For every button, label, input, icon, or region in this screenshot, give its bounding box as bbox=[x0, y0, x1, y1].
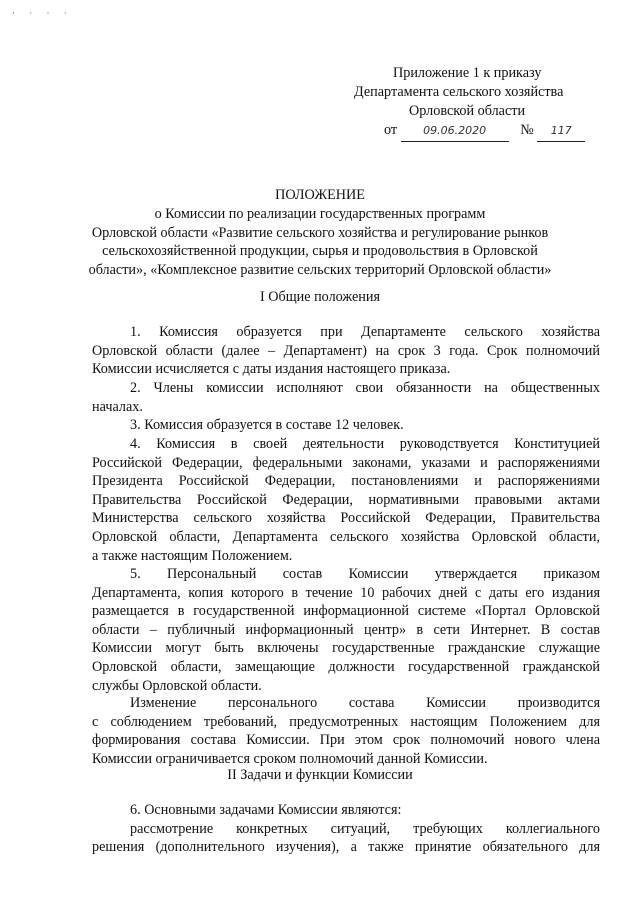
title-line-4: области», «Комплексное развитие сельских территорий Орловской области» bbox=[88, 262, 552, 278]
annex-date-line bbox=[384, 121, 585, 142]
paragraph-5: 5. Персональный состав Комиссии утверждается приказом Департамента, копия которого в течение 10 рабочих дней с даты его издания размещается в государственной информационной системе «Портал Орловской области – публичный информационный центр» в сети Интернет. В состав Комиссии могут быть включены государственные гражданские служащие Орловской области, замещающие должности государственной гражданской службы Орловской области. bbox=[92, 566, 600, 694]
annex-line-3: Орловской области bbox=[409, 103, 526, 119]
paragraph-1: 1. Комиссия образуется при Департаменте сельского хозяйства Орловской области (далее – Департамент) на срок 3 года. Срок полномочий Комиссии исчисляется с даты издания настоящего приказа. bbox=[92, 324, 600, 378]
title-line-3: сельскохозяйственной продукции, сырья и продовольствия в Орловской bbox=[102, 243, 538, 259]
date-prefix: от bbox=[384, 122, 398, 138]
section-1-heading: I Общие положения bbox=[259, 289, 381, 305]
number-prefix: № bbox=[520, 122, 534, 138]
annex-line-1: Приложение 1 к приказу bbox=[393, 65, 542, 81]
paragraph-7: 6. Основными задачами Комиссии являются: рассмотрение конкретных ситуаций, требующих коллегиального решения (дополнительного изучения), а также принятие обязательного для bbox=[92, 802, 600, 856]
paragraph-3: 3. Комиссия образуется в составе 12 человек. bbox=[130, 417, 404, 433]
paragraph-2: 2. Члены комиссии исполняют свои обязанности на общественных началах. bbox=[92, 380, 600, 415]
handwritten-number: 117 bbox=[537, 121, 585, 142]
section-2-heading: II Задачи и функции Комиссии bbox=[227, 767, 413, 783]
annex-line-2: Департамента сельского хозяйства bbox=[354, 84, 564, 100]
scan-speckles: · · · · bbox=[12, 8, 73, 18]
paragraph-6: Изменение персонального состава Комиссии производится с соблюдением требований, предусмотренных настоящим Положением для формирования состава Комиссии. При этом срок полномочий нового члена Комиссии ограничивается сроком полномочий данной Комиссии. bbox=[92, 695, 600, 767]
title-line-1: о Комиссии по реализации государственных программ bbox=[154, 206, 486, 222]
title-line-2: Орловской области «Развитие сельского хозяйства и регулирование рынков bbox=[91, 225, 549, 241]
handwritten-date: 09.06.2020 bbox=[401, 121, 509, 142]
paragraph-4: 4. Комиссия в своей деятельности руководствуется Конституцией Российской Федерации, федеральными законами, указами и распоряжениями Президента Российской Федерации, постановлениями и распоряжениями Правительства Российской Федерации, нормативными правовыми актами Министерства сельского хозяйства Российской Федерации, Правительства Орловской области, Департамента сельского хозяйства Орловской области, а также настоящим Положением. bbox=[92, 436, 600, 564]
document-title: ПОЛОЖЕНИЕ bbox=[275, 187, 365, 203]
